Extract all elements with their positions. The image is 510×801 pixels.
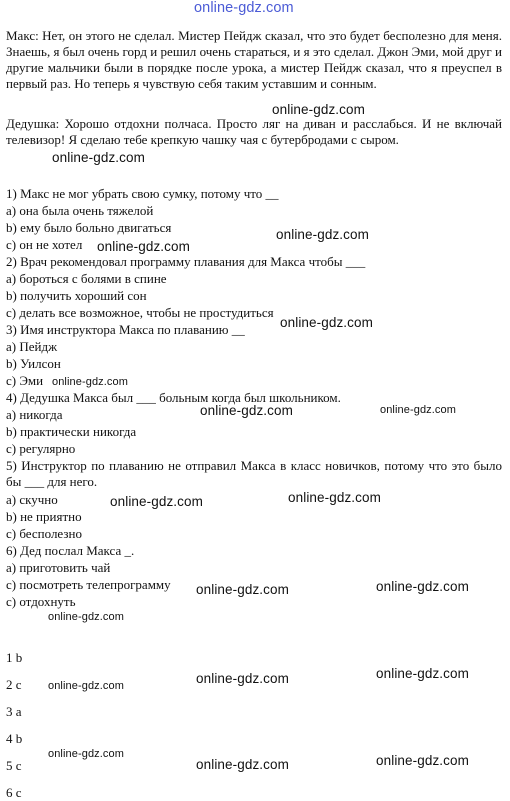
- answer-6: 6 c: [6, 785, 22, 800]
- q4-option-a: a) никогда: [6, 407, 63, 422]
- q4-option-b: b) практически никогда: [6, 424, 137, 439]
- watermark: online-gdz.com: [48, 680, 124, 692]
- watermark: online-gdz.com: [200, 403, 293, 418]
- watermark: online-gdz.com: [52, 150, 145, 165]
- q1-option-b: b) ему было больно двигаться: [6, 220, 172, 235]
- q6-option-a: a) приготовить чай: [6, 560, 111, 575]
- question-4: 4) Дедушка Макса был ___ больным когда был школьником.: [6, 390, 341, 405]
- q5-option-a: a) скучно: [6, 492, 58, 507]
- q5-option-b: b) не приятно: [6, 509, 82, 524]
- q1-option-a: a) она была очень тяжелой: [6, 203, 154, 218]
- watermark: online-gdz.com: [48, 748, 124, 760]
- watermark: online-gdz.com: [52, 376, 128, 388]
- answer-5: 5 c: [6, 758, 22, 773]
- question-6: 6) Дед послал Макса _.: [6, 543, 135, 558]
- watermark: online-gdz.com: [280, 315, 373, 330]
- watermark: online-gdz.com: [376, 579, 469, 594]
- q1-option-c: c) он не хотел: [6, 237, 83, 252]
- watermark: online-gdz.com: [110, 494, 203, 509]
- answer-2: 2 c: [6, 677, 22, 692]
- watermark: online-gdz.com: [276, 227, 369, 242]
- dialogue-grandpa: Дедушка: Хорошо отдохни полчаса. Просто ляг на диван и расслабься. И не включай телевизор! Я сделаю тебе крепкую чашку чая с бутербродами с сыром.: [6, 116, 502, 147]
- q3-option-b: b) Уилсон: [6, 356, 61, 371]
- question-2: 2) Врач рекомендовал программу плавания для Макса чтобы ___: [6, 254, 366, 269]
- q3-option-a: a) Пейдж: [6, 339, 58, 354]
- watermark: online-gdz.com: [196, 671, 289, 686]
- watermark: online-gdz.com: [196, 582, 289, 597]
- q6-option-b: c) посмотреть телепрограмму: [6, 577, 171, 592]
- question-5: 5) Инструктор по плаванию не отправил Макса в класс новичков, потому что это было бы ___ для него.: [6, 458, 502, 489]
- q4-option-c: c) регулярно: [6, 441, 76, 456]
- watermark: online-gdz.com: [288, 490, 381, 505]
- q2-option-b: b) получить хороший сон: [6, 288, 147, 303]
- q5-option-c: c) бесполезно: [6, 526, 82, 541]
- watermark: online-gdz.com: [380, 404, 456, 416]
- watermark: online-gdz.com: [376, 753, 469, 768]
- dialogue-max: Макс: Нет, он этого не сделал. Мистер Пейдж сказал, что это будет бесполезно для меня. Знаешь, я был очень горд и решил очень стараться, и я это сделал. Джон Эми, мой друг и другие мальчики были в порядке после урока, а мистер Пейдж сказал, что я преуспел в первый раз. Но теперь я чувствую себя таким уставшим и сонным.: [6, 28, 502, 91]
- watermark: online-gdz.com: [48, 611, 124, 623]
- answer-3: 3 a: [6, 704, 22, 719]
- q6-option-c: c) отдохнуть: [6, 594, 76, 609]
- q2-option-a: a) бороться с болями в спине: [6, 271, 167, 286]
- answer-4: 4 b: [6, 731, 23, 746]
- watermark: online-gdz.com: [196, 757, 289, 772]
- watermark: online-gdz.com: [376, 666, 469, 681]
- watermark: online-gdz.com: [97, 239, 190, 254]
- watermark: online-gdz.com: [272, 102, 365, 117]
- answer-1: 1 b: [6, 650, 23, 665]
- question-3: 3) Имя инструктора Макса по плаванию __: [6, 322, 245, 337]
- q3-option-c: c) Эми: [6, 373, 44, 388]
- q2-option-c: c) делать все возможное, чтобы не простудиться: [6, 305, 274, 320]
- question-1: 1) Макс не мог убрать свою сумку, потому что __: [6, 186, 279, 201]
- header-watermark: online-gdz.com: [194, 0, 294, 16]
